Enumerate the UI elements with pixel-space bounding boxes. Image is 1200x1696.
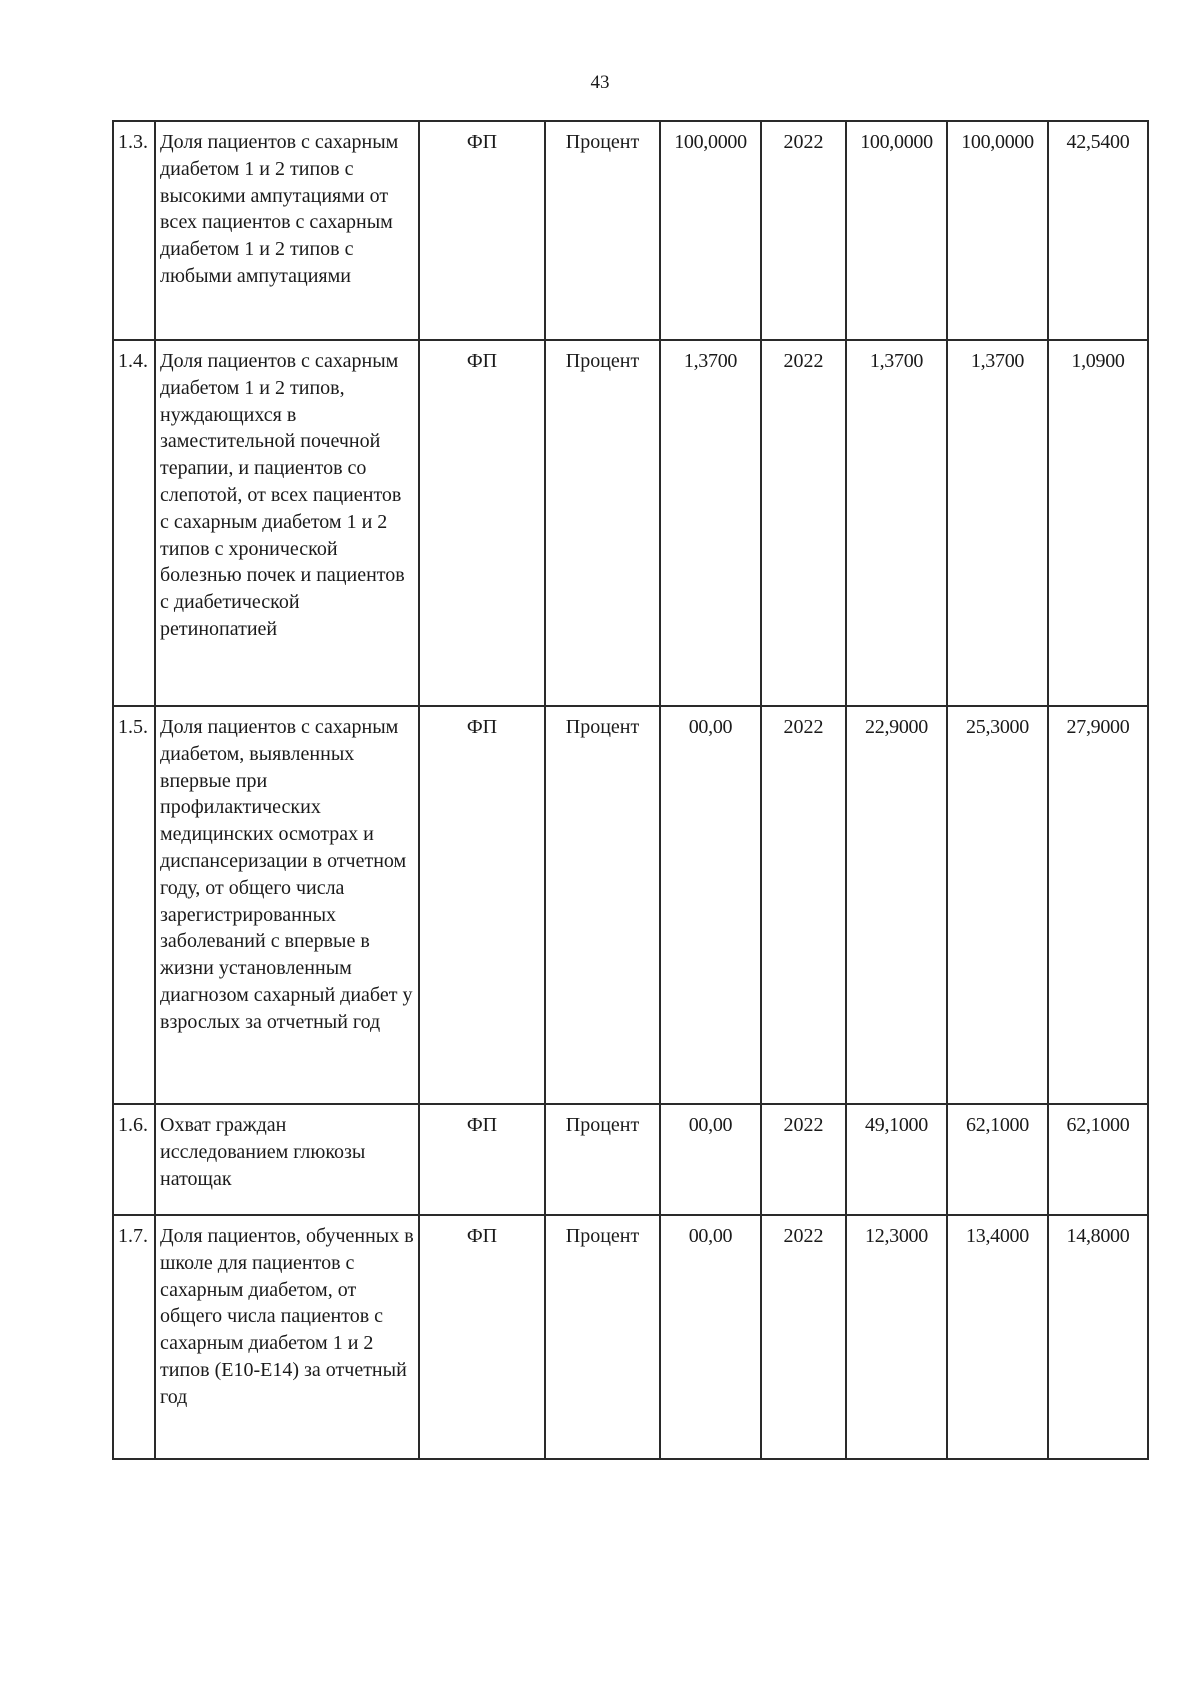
value-year-2: 13,4000 [947,1215,1048,1459]
indicator-level: ФП [419,1215,545,1459]
table-row [113,121,1148,340]
value-year-1: 12,3000 [846,1215,947,1459]
unit-of-measure: Процент [545,1215,660,1459]
value-year-1: 22,9000 [846,706,947,1104]
unit-of-measure: Процент [545,1104,660,1215]
value-year-3: 62,1000 [1048,1104,1148,1215]
base-year: 2022 [761,1215,846,1459]
base-value: 1,3700 [660,340,761,706]
indicator-level: ФП [419,1104,545,1215]
value-year-3: 1,0900 [1048,340,1148,706]
table-row [113,1215,1148,1459]
table-row [113,1104,1148,1215]
unit-of-measure: Процент [545,706,660,1104]
value-year-2: 100,0000 [947,121,1048,340]
indicator-name: Доля пациентов с сахарным диабетом 1 и 2 типов, нуждающихся в заместительной почечной терапии, и пациентов со слепотой, от всех пациентов с сахарным диабетом 1 и 2 типов с хронической болезнью почек и пациентов с диабетической ретинопатией [155,340,419,706]
value-year-1: 1,3700 [846,340,947,706]
base-value: 00,00 [660,1215,761,1459]
unit-of-measure: Процент [545,121,660,340]
value-year-2: 25,3000 [947,706,1048,1104]
value-year-3: 42,5400 [1048,121,1148,340]
row-number: 1.3. [113,121,155,340]
indicator-name: Доля пациентов с сахарным диабетом 1 и 2 типов с высокими ампутациями от всех пациентов с сахарным диабетом 1 и 2 типов с любыми ампутациями [155,121,419,340]
value-year-3: 14,8000 [1048,1215,1148,1459]
base-year: 2022 [761,1104,846,1215]
base-value: 00,00 [660,1104,761,1215]
indicator-level: ФП [419,121,545,340]
base-year: 2022 [761,340,846,706]
row-number: 1.4. [113,340,155,706]
indicator-name: Доля пациентов с сахарным диабетом, выявленных впервые при профилактических медицинских осмотрах и диспансеризации в отчетном году, от общего числа зарегистрированных заболеваний с впервые в жизни установленным диагнозом сахарный диабет у взрослых за отчетный год [155,706,419,1104]
table-row [113,340,1148,706]
value-year-1: 49,1000 [846,1104,947,1215]
value-year-1: 100,0000 [846,121,947,340]
unit-of-measure: Процент [545,340,660,706]
base-year: 2022 [761,706,846,1104]
indicator-level: ФП [419,340,545,706]
value-year-2: 1,3700 [947,340,1048,706]
base-year: 2022 [761,121,846,340]
indicator-name: Охват граждан исследованием глюкозы натощак [155,1104,419,1215]
row-number: 1.6. [113,1104,155,1215]
row-number: 1.5. [113,706,155,1104]
page-number: 43 [590,72,610,93]
base-value: 100,0000 [660,121,761,340]
base-value: 00,00 [660,706,761,1104]
indicator-level: ФП [419,706,545,1104]
table-row [113,706,1148,1104]
row-number: 1.7. [113,1215,155,1459]
value-year-2: 62,1000 [947,1104,1048,1215]
value-year-3: 27,9000 [1048,706,1148,1104]
indicator-name: Доля пациентов, обученных в школе для пациентов с сахарным диабетом, от общего числа пациентов с сахарным диабетом 1 и 2 типов (Е10-Е14) за отчетный год [155,1215,419,1459]
indicators-table [112,120,1149,1460]
